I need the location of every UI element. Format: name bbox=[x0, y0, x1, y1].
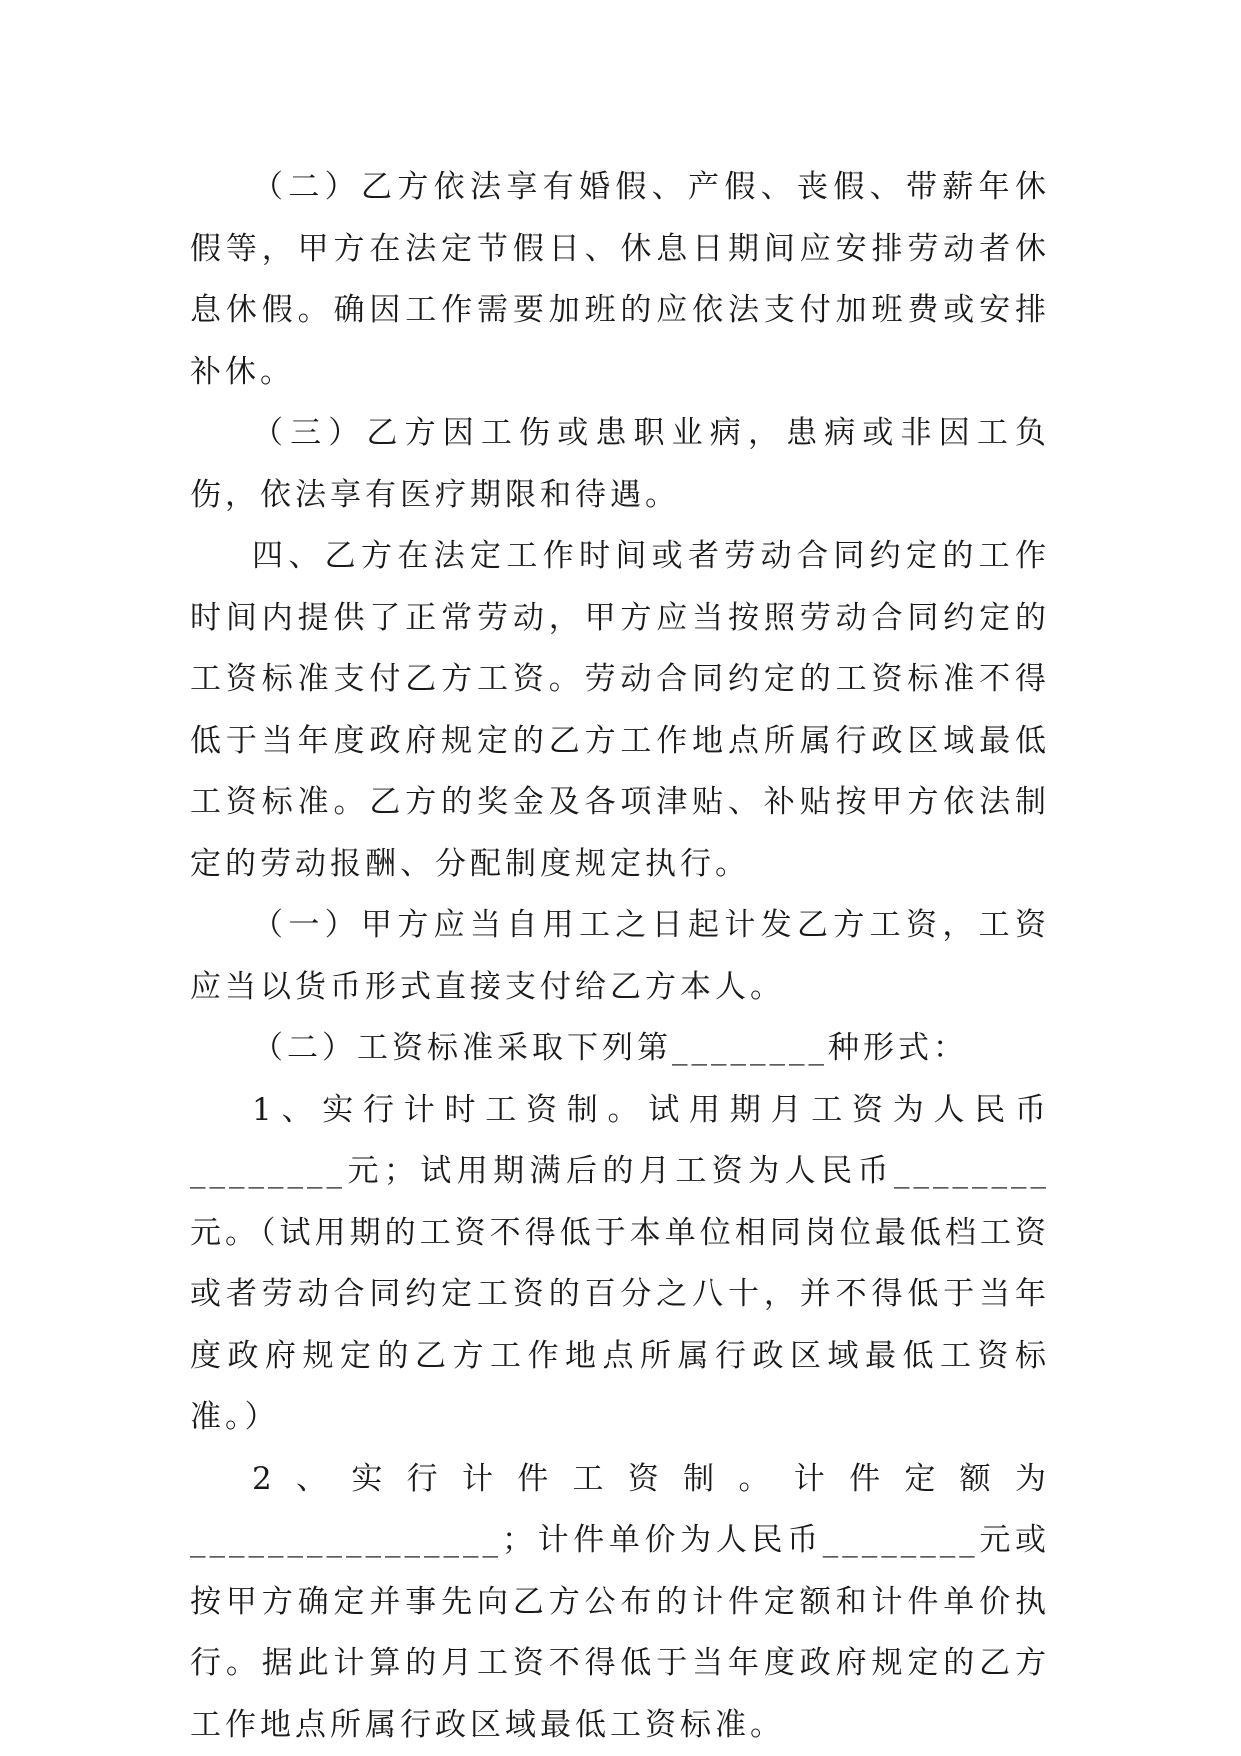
paragraph-leave-rights: （二）乙方依法享有婚假、产假、丧假、带薪年休假等，甲方在法定节假日、休息日期间应安排劳动者休息休假。确因工作需要加班的应依法支付加班费或安排补休。 bbox=[190, 157, 1050, 403]
document-body bbox=[190, 157, 1050, 1756]
paragraph-medical-treatment: （三）乙方因工伤或患职业病，患病或非因工负伤，依法享有医疗期限和待遇。 bbox=[190, 403, 1050, 526]
paragraph-piece-wage: 2、实行计件工资制。计件定额为________________；计件单价为人民币________元或按甲方确定并事先向乙方公布的计件定额和计件单价执行。据此计算的月工资不得低于当年度政府规定的乙方工作地点所属行政区域最低工资标准。 bbox=[190, 1449, 1050, 1756]
paragraph-wage-form: （二）工资标准采取下列第________种形式： bbox=[190, 1018, 1050, 1080]
paragraph-wage-currency: （一）甲方应当自用工之日起计发乙方工资，工资应当以货币形式直接支付给乙方本人。 bbox=[190, 895, 1050, 1018]
paragraph-wage-payment: 四、乙方在法定工作时间或者劳动合同约定的工作时间内提供了正常劳动，甲方应当按照劳动合同约定的工资标准支付乙方工资。劳动合同约定的工资标准不得低于当年度政府规定的乙方工作地点所属行政区域最低工资标准。乙方的奖金及各项津贴、补贴按甲方依法制定的劳动报酬、分配制度规定执行。 bbox=[190, 526, 1050, 895]
paragraph-time-wage: 1、实行计时工资制。试用期月工资为人民币________元；试用期满后的月工资为人民币________元。（试用期的工资不得低于本单位相同岗位最低档工资或者劳动合同约定工资的百分之八十，并不得低于当年度政府规定的乙方工作地点所属行政区域最低工资标准。） bbox=[190, 1080, 1050, 1449]
